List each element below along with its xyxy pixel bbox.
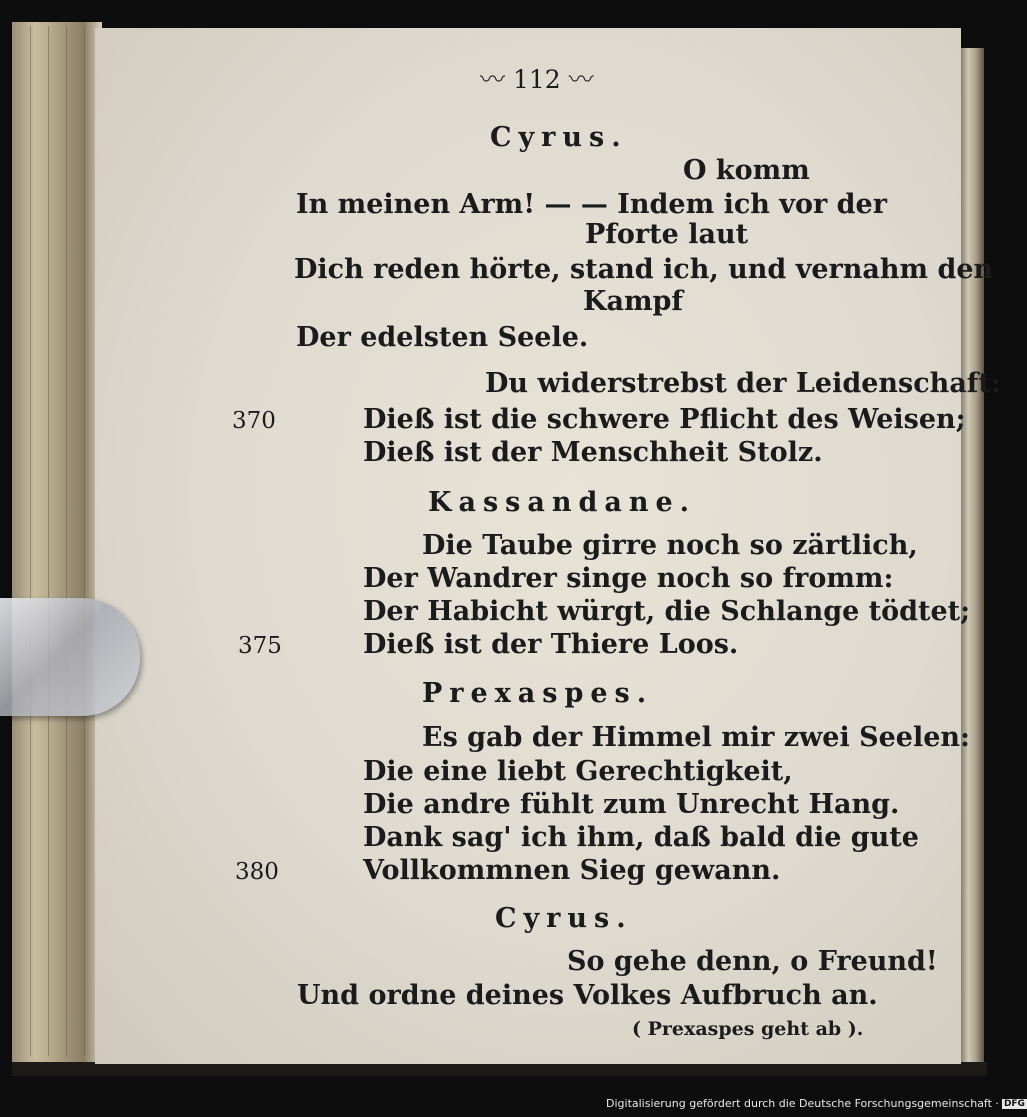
footer-text: Digitalisierung gefördert durch die Deutsche Forschungsgemeinschaft	[606, 1097, 992, 1110]
line-number: 370	[232, 408, 276, 434]
ornament-left: 〰	[480, 65, 513, 94]
verse-line: Der Wandrer singe noch so fromm:	[363, 563, 894, 594]
verse-line: Es gab der Himmel mir zwei Seelen:	[422, 722, 971, 753]
page-edge-line	[66, 26, 67, 1056]
book-page-edges	[12, 22, 102, 1062]
ornament-right: 〰	[560, 65, 594, 94]
page-edge-line	[48, 26, 49, 1056]
page-edge-line	[84, 26, 85, 1056]
verse-line: Dank sag' ich ihm, daß bald die gute	[363, 822, 919, 853]
page-header	[480, 60, 594, 96]
verse-line: Dieß ist die schwere Pflicht des Weisen;	[363, 404, 966, 435]
verse-line: Dieß ist der Menschheit Stolz.	[363, 437, 823, 468]
verse-line: Die Taube girre noch so zärtlich,	[422, 530, 918, 561]
verse-line: Dich reden hörte, stand ich, und vernahm den	[294, 254, 994, 285]
speaker-name: Prexaspes.	[422, 678, 654, 709]
speaker-name: Kassandane.	[428, 487, 697, 518]
speaker-name: Cyrus.	[490, 122, 628, 153]
verse-line: Die eine liebt Gerechtigkeit,	[363, 756, 793, 787]
verse-line: So gehe denn, o Freund!	[567, 946, 938, 977]
line-number: 375	[238, 633, 282, 659]
page-holder-clip	[0, 598, 140, 716]
verse-line: Pforte laut	[585, 219, 749, 250]
next-page-edge	[958, 48, 984, 1068]
verse-line: Vollkommnen Sieg gewann.	[363, 855, 781, 886]
speaker-name: Cyrus.	[495, 903, 633, 934]
verse-line: Die andre fühlt zum Unrecht Hang.	[363, 789, 900, 820]
verse-line: O komm	[683, 155, 810, 186]
verse-line: Und ordne deines Volkes Aufbruch an.	[297, 980, 878, 1011]
page-number: 112	[512, 65, 561, 94]
footer-credit: Digitalisierung gefördert durch die Deutsche Forschungsgemeinschaft · DFG	[606, 1097, 1025, 1110]
verse-line: Der Habicht würgt, die Schlange tödtet;	[363, 596, 971, 627]
verse-line: Du widerstrebst der Leidenschaft:	[485, 368, 1001, 399]
verse-line: Dieß ist der Thiere Loos.	[363, 629, 739, 660]
verse-line: In meinen Arm! — — Indem ich vor der	[296, 189, 887, 220]
stage-direction: ( Prexaspes geht ab ).	[632, 1018, 864, 1040]
verse-line: Der edelsten Seele.	[296, 322, 589, 353]
line-number: 380	[235, 859, 279, 885]
page-edge-line	[30, 26, 31, 1056]
book-bottom-shadow	[12, 1062, 987, 1076]
verse-line: Kampf	[583, 286, 684, 317]
dfg-logo: DFG	[1003, 1099, 1025, 1109]
